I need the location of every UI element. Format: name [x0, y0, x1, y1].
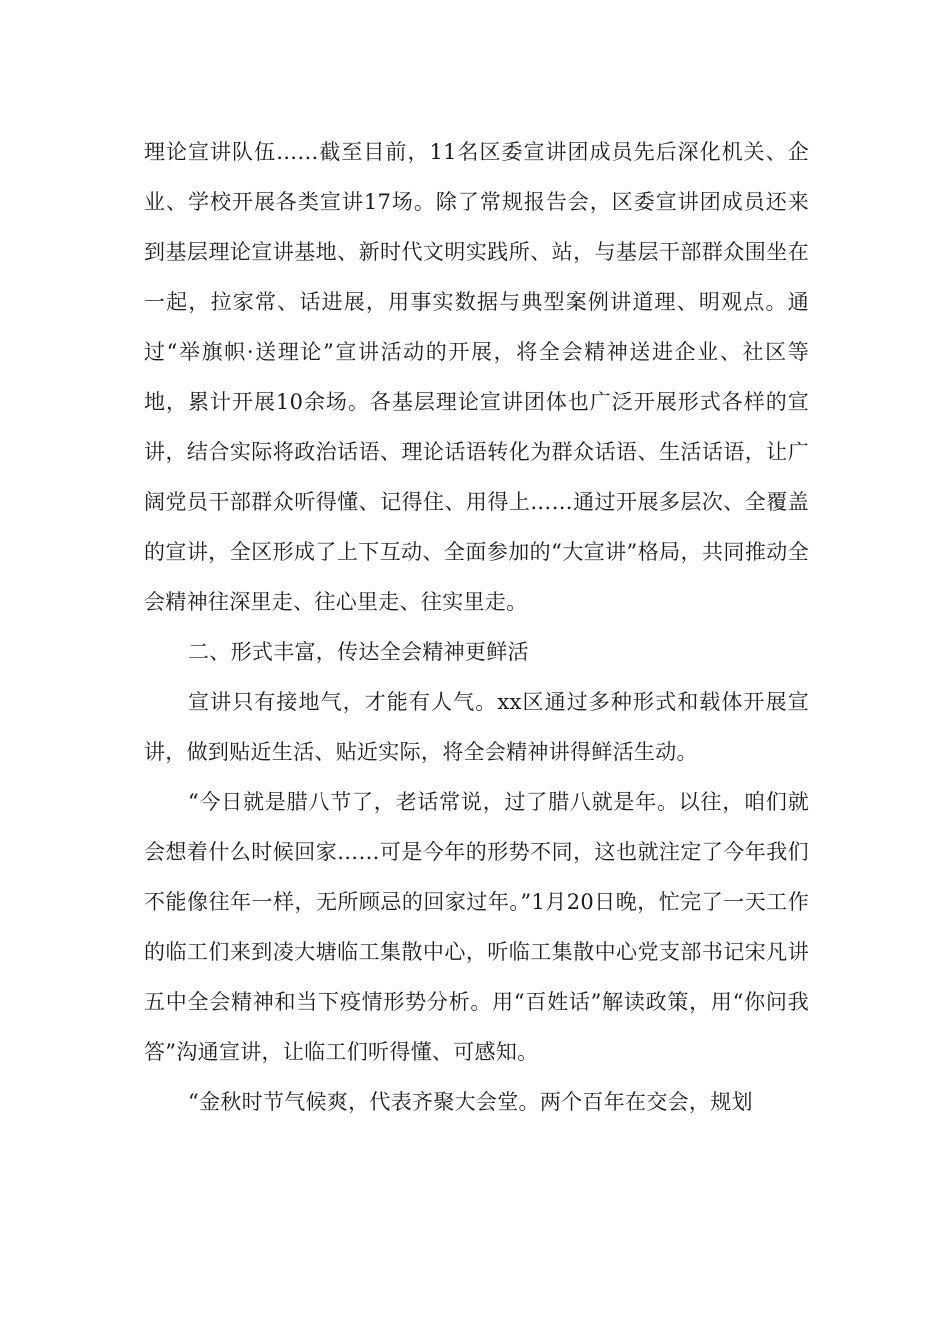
document-body — [144, 127, 809, 1127]
paragraph-continued: 理论宣讲队伍……截至目前，11名区委宣讲团成员先后深化机关、企业、学校开展各类宣讲17场。除了常规报告会，区委宣讲团成员还来到基层理论宣讲基地、新时代文明实践所、站，与基层干部群众围坐在一起，拉家常、话进展，用事实数据与典型案例讲道理、明观点。通过“举旗帜·送理论”宣讲活动的开展，将全会精神送进企业、社区等地，累计开展10余场。各基层理论宣讲团体也广泛开展形式各样的宣讲，结合实际将政治话语、理论话语转化为群众话语、生活话语，让广阔党员干部群众听得懂、记得住、用得上……通过开展多层次、全覆盖的宣讲，全区形成了上下互动、全面参加的“大宣讲”格局，共同推动全会精神往深里走、往心里走、往实里走。 — [144, 140, 809, 614]
paragraph-quote: “金秋时节气候爽，代表齐聚大会堂。两个百年在交会，规划 — [188, 1090, 753, 1114]
paragraph: 宣讲只有接地气，才能有人气。xx区通过多种形式和载体开展宣讲，做到贴近生活、贴近实际，将全会精神讲得鲜活生动。 — [144, 690, 809, 764]
section-heading: 二、形式丰富，传达全会精神更鲜活 — [188, 640, 529, 664]
paragraph-quote: “今日就是腊八节了，老话常说，过了腊八就是年。以往，咱们就会想着什么时候回家……可是今年的形势不同，这也就注定了今年我们不能像往年一样，无所顾忌的回家过年。”1月20日晚，忙完了一天工作的临工们来到凌大塘临工集散中心，听临工集散中心党支部书记宋凡讲五中全会精神和当下疫情形势分析。用“百姓话”解读政策，用“你问我答”沟通宣讲，让临工们听得懂、可感知。 — [144, 790, 809, 1064]
